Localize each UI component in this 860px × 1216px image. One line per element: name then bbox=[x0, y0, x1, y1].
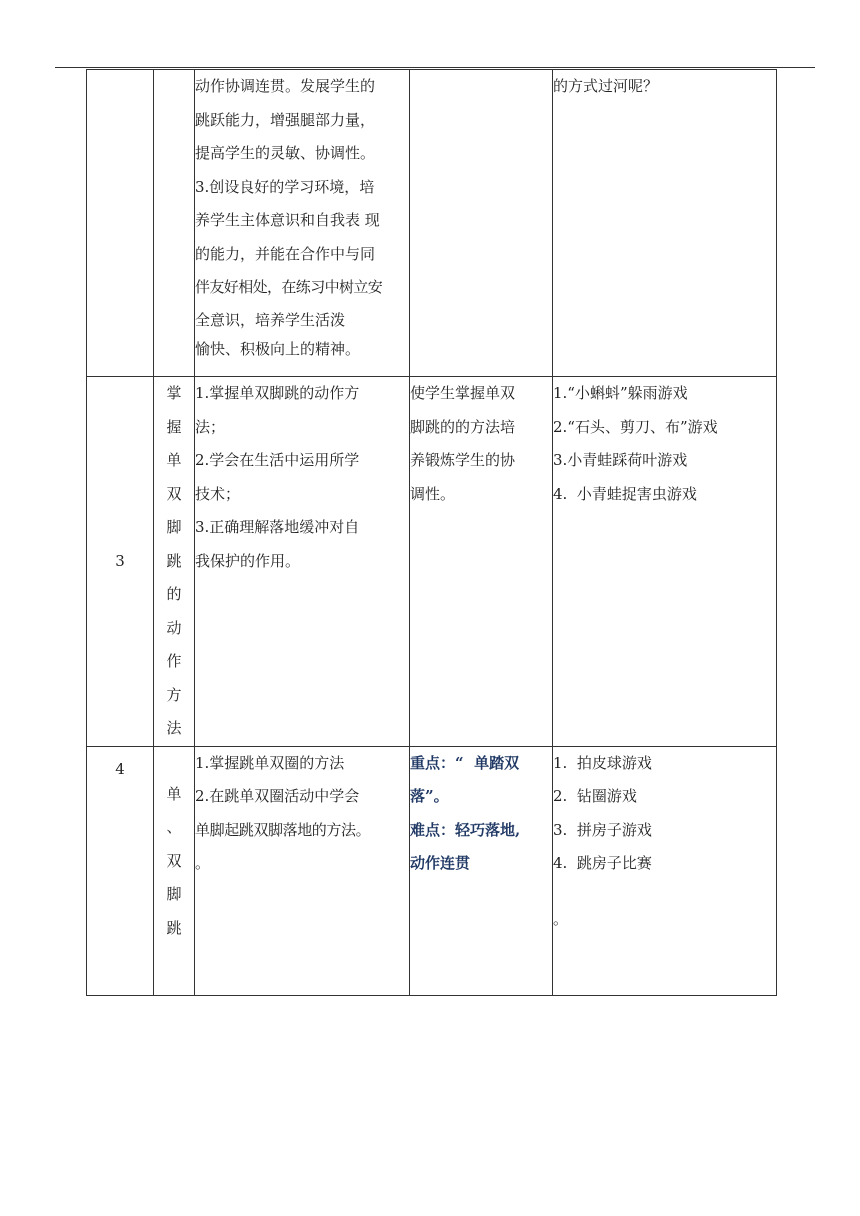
lesson-number-cell bbox=[87, 70, 154, 377]
lesson-number: 4 bbox=[115, 759, 125, 778]
objective-line: 技术； bbox=[195, 484, 241, 503]
title-char: 方 bbox=[166, 685, 182, 704]
objective-line: 愉快、积极向上的精神。 bbox=[195, 339, 361, 358]
activity-line: 4. 跳房子比赛 bbox=[553, 854, 652, 872]
title-char: 双 bbox=[166, 851, 182, 870]
title-char: 法 bbox=[166, 719, 182, 737]
objectives-cell bbox=[195, 70, 410, 377]
objective-line: 养学生主体意识和自我表 现 bbox=[195, 211, 380, 229]
objective-line: 3.创设良好的学习环境，培 bbox=[195, 177, 375, 196]
objectives-cell bbox=[195, 746, 410, 995]
table-row bbox=[87, 377, 777, 747]
objective-line: 法； bbox=[195, 417, 226, 436]
objective-line: 3.正确理解落地缓冲对自 bbox=[195, 518, 360, 536]
objective-line: 单脚起跳双脚落地的方法。 bbox=[195, 820, 371, 839]
lesson-title-cell bbox=[154, 377, 195, 747]
key-points-cell bbox=[410, 746, 553, 995]
objective-line: 的能力，并能在合作中与同 bbox=[195, 244, 376, 263]
lesson-number-cell bbox=[87, 746, 154, 995]
title-char: 双 bbox=[166, 484, 182, 503]
objective-line: 伴友好相处，在练习中树立安 bbox=[195, 278, 383, 296]
activity-line: 。 bbox=[553, 909, 569, 928]
activity-line: 2. 钻圈游戏 bbox=[553, 787, 637, 805]
objective-line: 1.掌握单双脚跳的动作方 bbox=[195, 384, 360, 402]
activity-line: 3. 拼房子游戏 bbox=[553, 820, 652, 839]
activities-cell bbox=[553, 70, 777, 377]
objective-line: 动作协调连贯。发展学生的 bbox=[195, 77, 376, 95]
objective-line: 提高学生的灵敏、协调性。 bbox=[195, 144, 376, 162]
activity-line: 3.小青蛙踩荷叶游戏 bbox=[553, 451, 688, 469]
title-char: 跳 bbox=[166, 918, 182, 937]
key-point-line: 调性。 bbox=[410, 484, 456, 503]
lesson-title-cell bbox=[154, 70, 195, 377]
activity-line: 1. 拍皮球游戏 bbox=[553, 753, 652, 772]
key-point-line: 使学生掌握单双 bbox=[410, 384, 516, 402]
activity-line: 的方式过河呢？ bbox=[553, 77, 659, 95]
title-char: 握 bbox=[166, 417, 182, 436]
table-row bbox=[87, 746, 777, 995]
key-points-cell bbox=[410, 377, 553, 747]
key-point-line: 动作连贯 bbox=[410, 854, 471, 872]
title-char: 作 bbox=[166, 652, 182, 670]
key-point-line: 落”。 bbox=[410, 787, 449, 805]
objective-line: 我保护的作用。 bbox=[195, 551, 301, 570]
key-point-line: 脚跳的的方法培 bbox=[410, 417, 516, 436]
title-char: 脚 bbox=[166, 518, 182, 536]
header-rule bbox=[55, 67, 815, 68]
objective-line: 跳跃能力，增强腿部力量， bbox=[195, 110, 376, 129]
table-row bbox=[87, 70, 777, 377]
objective-line: 2.学会在生活中运用所学 bbox=[195, 451, 360, 469]
activity-line: 2.“石头、剪刀、布”游戏 bbox=[553, 417, 718, 436]
activities-cell bbox=[553, 377, 777, 747]
objective-line: 1.掌握跳单双圈的方法 bbox=[195, 753, 345, 772]
title-char: 的 bbox=[166, 585, 182, 603]
title-char: 掌 bbox=[166, 384, 182, 402]
title-char: 脚 bbox=[166, 885, 182, 903]
lesson-title-cell bbox=[154, 746, 195, 995]
key-point-line: 重点：“ 单踏双 bbox=[410, 753, 520, 772]
lesson-number-cell bbox=[87, 377, 154, 747]
objectives-cell bbox=[195, 377, 410, 747]
lesson-plan-table bbox=[86, 69, 777, 996]
key-points-cell bbox=[410, 70, 553, 377]
title-char: 单 bbox=[166, 784, 182, 803]
objective-line: 全意识，培养学生活泼 bbox=[195, 310, 346, 329]
lesson-number: 3 bbox=[115, 551, 125, 570]
activities-cell bbox=[553, 746, 777, 995]
key-point-line: 养锻炼学生的协 bbox=[410, 451, 516, 469]
objective-line: 。 bbox=[195, 854, 211, 872]
title-char: 动 bbox=[166, 618, 182, 637]
title-char: 单 bbox=[166, 451, 182, 469]
activity-line: 4. 小青蛙捉害虫游戏 bbox=[553, 484, 697, 503]
title-char: 、 bbox=[166, 818, 182, 836]
title-char: 跳 bbox=[166, 551, 182, 570]
objective-line: 2.在跳单双圈活动中学会 bbox=[195, 787, 360, 805]
activity-line: 1.“小蝌蚪”躲雨游戏 bbox=[553, 384, 688, 402]
key-point-line: 难点：轻巧落地, bbox=[410, 820, 521, 839]
